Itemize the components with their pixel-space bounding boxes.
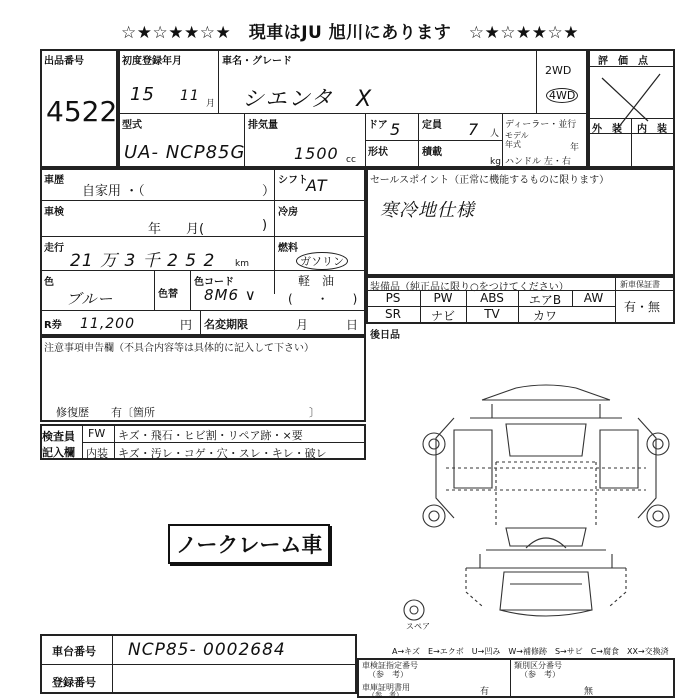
recycle-label: R券 bbox=[44, 320, 62, 331]
capacity-label: 定員 bbox=[422, 120, 442, 131]
equip-sr: SR bbox=[385, 307, 401, 321]
chassis-value: NCP85- 0002684 bbox=[128, 640, 286, 660]
inspection-month: 月( bbox=[186, 222, 205, 237]
history-label: 車歴 bbox=[44, 175, 64, 186]
damage-legend: A→キズ E→エクボ U→凹み W→補修跡 S→サビ C→腐食 XX→交換済 bbox=[392, 647, 669, 656]
color-code-label: 色コード bbox=[194, 277, 234, 288]
car-damage-diagram bbox=[396, 378, 676, 626]
color-label: 色 bbox=[44, 277, 54, 288]
history-close: ） bbox=[262, 184, 276, 199]
chassis-label: 車台番号 bbox=[52, 645, 96, 658]
capacity-unit: 人 bbox=[490, 129, 500, 139]
inspector-label-2: 記入欄 bbox=[42, 446, 75, 459]
registration-year: 15 bbox=[130, 84, 155, 105]
class-label: 類別区分番号 bbox=[514, 661, 562, 670]
inspector-fw-text: キズ・飛石・ヒビ割・リペア跡・×要 bbox=[118, 429, 303, 442]
inspector-label-1: 検査員 bbox=[42, 430, 75, 443]
drive-2wd: 2WD bbox=[545, 64, 572, 77]
rating-cross-mark bbox=[588, 66, 675, 166]
car-name-value: シエンタ X bbox=[242, 87, 373, 112]
proof-label: 車庫証明書用 bbox=[362, 683, 410, 692]
registration-month: 11 bbox=[180, 88, 200, 104]
registration-no-label: 登録番号 bbox=[52, 676, 96, 689]
fuel-other: ( ・ ) bbox=[288, 292, 358, 306]
sales-point-label: セールスポイント（正常に機能するものに限ります） bbox=[370, 175, 610, 186]
capacity-value: 7 bbox=[468, 120, 480, 139]
header-banner: ☆★☆★★☆★ 現車はJU 旭川にあります ☆★☆★★☆★ bbox=[121, 23, 579, 43]
name-deadline-month: 月 bbox=[296, 318, 309, 332]
lot-number: 4522 bbox=[46, 95, 118, 128]
name-deadline-day: 日 bbox=[346, 318, 359, 332]
sales-point-value: 寒冷地仕様 bbox=[380, 200, 475, 221]
rating-label: 評 価 点 bbox=[598, 56, 648, 67]
model-year-label: モデル 年式 bbox=[505, 131, 529, 149]
inspection-label: 車検 bbox=[44, 207, 64, 218]
fuel-label: 燃料 bbox=[278, 243, 298, 254]
mileage-unit: km bbox=[235, 259, 249, 269]
handle-label: ハンドル 左・右 bbox=[505, 157, 571, 167]
proof-yes: 有 bbox=[480, 687, 490, 697]
recycle-unit: 円 bbox=[180, 318, 193, 332]
mileage-label: 走行 bbox=[44, 243, 64, 254]
proof-ref: （参 考） bbox=[368, 691, 403, 699]
shift-label: シフト bbox=[278, 175, 308, 186]
registration-label: 初度登録年月 bbox=[122, 56, 182, 67]
equip-airbag: エアB bbox=[528, 293, 562, 307]
displacement-value: 1500 bbox=[294, 144, 339, 163]
shape-label: 形状 bbox=[368, 147, 388, 158]
equip-pw: PW bbox=[433, 291, 453, 305]
inspection-close: ) bbox=[262, 218, 268, 233]
exterior-label: 外 装 bbox=[592, 124, 622, 135]
equip-navi: ナビ bbox=[430, 309, 455, 323]
no-claim-stamp: ノークレーム車 bbox=[168, 524, 330, 564]
model-label: 型式 bbox=[122, 120, 142, 131]
inspection-year: 年 bbox=[148, 222, 162, 237]
drive-4wd: 4WD bbox=[546, 88, 578, 103]
history-value: 自家用 ・（ bbox=[82, 184, 145, 199]
car-name-label: 車名・グレード bbox=[222, 56, 292, 67]
inspector-fw: FW bbox=[88, 427, 106, 440]
fuel-gas: ガソリン bbox=[296, 252, 348, 270]
registration-month-unit: 月 bbox=[206, 99, 216, 109]
equipment-label: 装備品（純正品に限り○をつけてください） bbox=[370, 282, 569, 293]
equip-leather: カワ bbox=[532, 309, 557, 323]
interior-label: 内 装 bbox=[637, 124, 667, 135]
notes-label: 注意事項申告欄（不具合内容等は具体的に記入して下さい） bbox=[44, 343, 314, 354]
shift-value: AT bbox=[306, 176, 328, 195]
equip-ps: PS bbox=[385, 291, 401, 305]
equip-abs: ABS bbox=[480, 291, 504, 305]
warranty-value: 有・無 bbox=[624, 300, 661, 314]
color-change-label: 色替 bbox=[158, 289, 178, 300]
recycle-value: 11,200 bbox=[80, 316, 135, 332]
load-label: 積載 bbox=[422, 147, 442, 158]
model-value: UA- NCP85G bbox=[124, 142, 246, 163]
dealer-label: ディーラー・並行 bbox=[505, 120, 577, 130]
load-unit: kg bbox=[490, 157, 501, 167]
name-deadline-label: 名変期限 bbox=[204, 318, 248, 331]
proof-no: 無 bbox=[584, 687, 594, 697]
repair-history: 修復歴 有〔箇所 〕 bbox=[56, 406, 320, 419]
doors-label: ドア bbox=[368, 120, 388, 131]
warranty-label: 新車保証書 bbox=[620, 280, 660, 289]
class-ref: （参 考） bbox=[520, 670, 560, 679]
color-value: ブルー bbox=[66, 290, 114, 308]
spare-label: スペア bbox=[406, 622, 430, 631]
doors-value: 5 bbox=[390, 120, 402, 139]
displacement-label: 排気量 bbox=[248, 120, 278, 131]
mileage-value: 21 万 3 千 2 5 2 bbox=[70, 251, 216, 271]
certificate-label: 車検証指定番号 bbox=[362, 661, 418, 670]
equip-aw: AW bbox=[583, 291, 604, 305]
inspector-int: 内装 bbox=[86, 447, 108, 460]
year-unit: 年 bbox=[570, 143, 580, 153]
certificate-ref: （参 考） bbox=[368, 670, 408, 679]
color-code-value: 8M6 ∨ bbox=[204, 286, 257, 304]
inspector-int-text: キズ・汚レ・コゲ・穴・スレ・キレ・破レ bbox=[118, 447, 327, 460]
lot-box bbox=[40, 49, 118, 168]
lot-label: 出品番号 bbox=[44, 56, 84, 67]
ac-label: 冷房 bbox=[278, 207, 298, 218]
equip-tv: TV bbox=[484, 307, 500, 321]
fuel-diesel: 軽 油 bbox=[298, 274, 335, 288]
displacement-unit: cc bbox=[346, 155, 356, 165]
rear-seat-label: 後日品 bbox=[370, 330, 400, 341]
